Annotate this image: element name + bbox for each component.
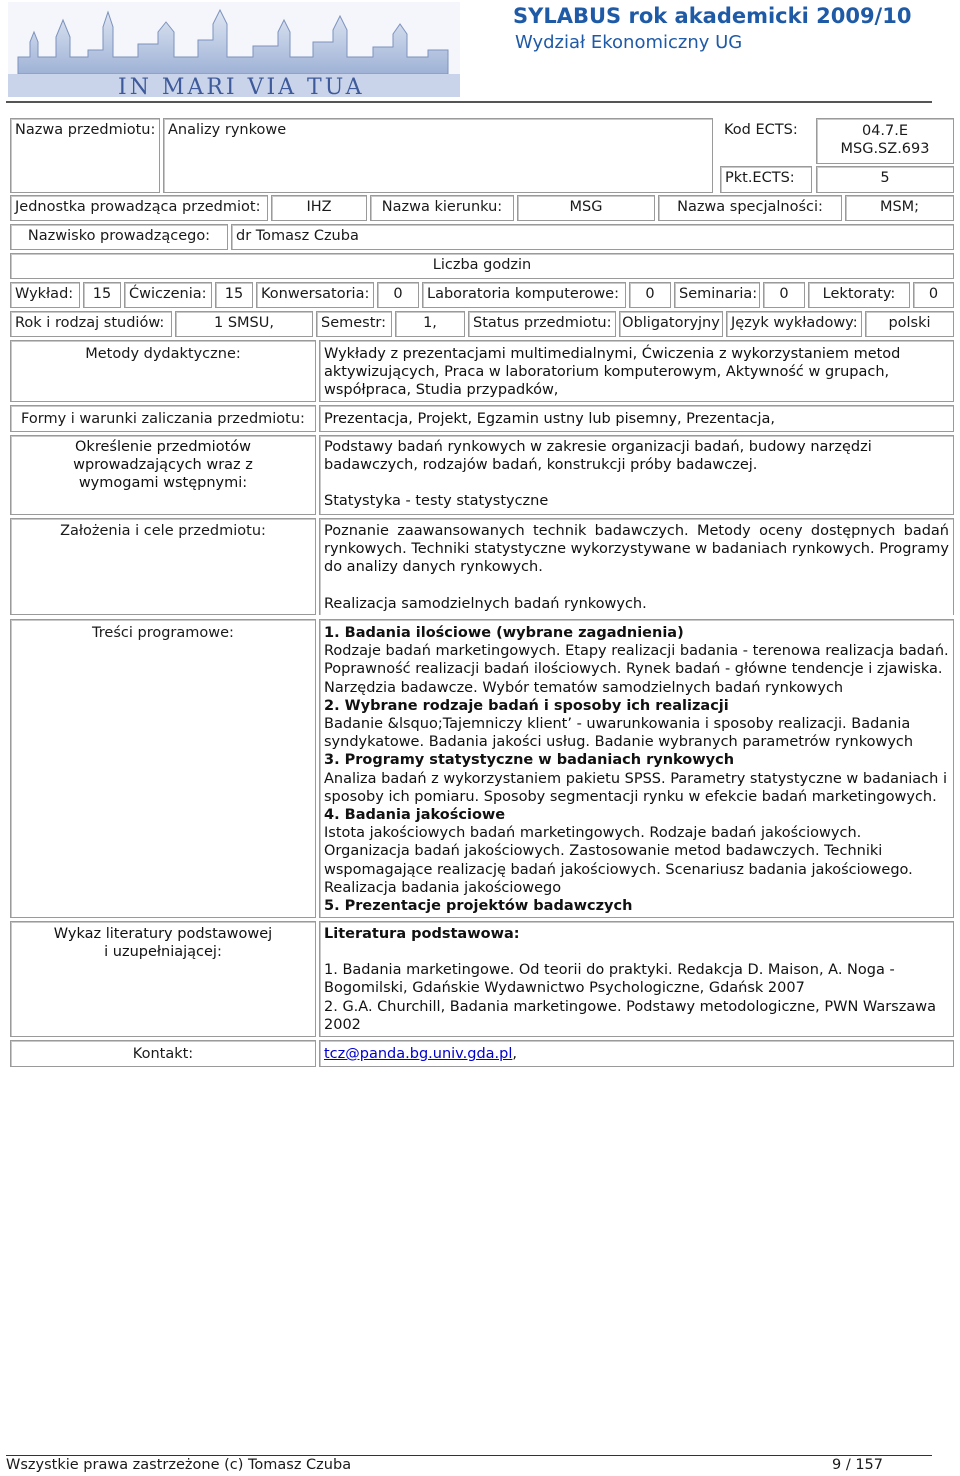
contents-text-2: Badanie &lsquo;Tajemniczy klient’ - uwarunkowania i sposoby realizacji. Badania syndykatowe. Badania jakości usług. Badanie wybranych parametrów rynkowych xyxy=(324,716,914,751)
specialty-value: MSM; xyxy=(845,195,954,221)
literature-item-2: 2. G.A. Churchill, Badania marketingowe. Podstawy metodologiczne, PWN Warszawa 2002 xyxy=(324,998,936,1033)
direction-label: Nazwa kierunku: xyxy=(370,195,514,221)
ects-code-value xyxy=(816,118,954,164)
assessment-text: Prezentacja, Projekt, Egzamin ustny lub pisemny, Prezentacja, xyxy=(319,405,954,432)
gdansk-skyline-icon xyxy=(8,2,460,97)
direction-value: MSG xyxy=(517,195,655,221)
literature-item-1: 1. Badania marketingowe. Od teorii do praktyki. Redakcja D. Maison, A. Noga - Bogomilski, Gdańskie Wydawnictwo Psychologiczne, Gdańsk 2007 xyxy=(324,962,895,997)
contents-heading-4: 4. Badania jakościowe xyxy=(324,807,506,824)
status-value: Obligatoryjny xyxy=(619,311,723,337)
footer-page-number: 9 / 157 xyxy=(832,1457,884,1473)
language-label: Język wykładowy: xyxy=(726,311,862,337)
footer-copyright: Wszystkie prawa zastrzeżone (c) Tomasz Czuba xyxy=(6,1457,352,1473)
footer-divider xyxy=(6,1455,932,1456)
unit-label: Jednostka prowadząca przedmiot: xyxy=(10,195,268,221)
ects-code-line1: 04.7.E xyxy=(861,123,909,139)
prerequisites-label: Określenie przedmiotów wprowadzających wraz z wymogami wstępnymi: xyxy=(10,435,316,515)
header-divider xyxy=(6,101,932,103)
logo xyxy=(8,2,460,97)
lectorate-value: 0 xyxy=(913,282,954,308)
seminar-value: 0 xyxy=(763,282,805,308)
contents-label: Treści programowe: xyxy=(10,619,316,918)
language-value: polski xyxy=(865,311,954,337)
prerequisites-text2: Statystyka - testy statystyczne xyxy=(324,493,549,510)
semester-label: Semestr: xyxy=(316,311,392,337)
goals-box xyxy=(319,518,954,615)
goals-text2: Realizacja samodzielnych badań rynkowych. xyxy=(324,595,647,612)
ects-points-label: Pkt.ECTS: xyxy=(720,166,812,193)
faculty-name: Wydział Ekonomiczny UG xyxy=(515,32,743,53)
contact-email-link[interactable]: tcz@panda.bg.univ.gda.pl xyxy=(324,1046,513,1062)
conversation-value: 0 xyxy=(377,282,419,308)
contents-heading-1: 1. Badania ilościowe (wybrane zagadnienia) xyxy=(324,625,684,641)
goals-label: Założenia i cele przedmiotu: xyxy=(10,518,316,615)
contents-heading-3: 3. Programy statystyczne w badaniach rynkowych xyxy=(324,752,735,769)
prerequisites-text1: Podstawy badań rynkowych w zakresie organizacji badań, budowy narzędzi badawczych, rodzajów badań, konstrukcji próby badawczej. xyxy=(324,439,872,474)
methods-label: Metody dydaktyczne: xyxy=(10,340,316,402)
lecturer-label: Nazwisko prowadzącego: xyxy=(10,224,228,250)
ects-points-value: 5 xyxy=(816,166,954,193)
lab-label: Laboratoria komputerowe: xyxy=(422,282,626,308)
lecturer-value: dr Tomasz Czuba xyxy=(231,224,954,250)
literature-box xyxy=(319,921,954,1037)
logo-motto: IN MARI VIA TUA xyxy=(118,75,365,97)
lectorate-label: Lektoraty: xyxy=(808,282,910,308)
status-label: Status przedmiotu: xyxy=(468,311,616,337)
hours-title: Liczba godzin xyxy=(10,253,954,279)
unit-value: IHZ xyxy=(271,195,367,221)
page-title: SYLABUS rok akademicki 2009/10 xyxy=(513,4,912,28)
contents-heading-2: 2. Wybrane rodzaje badań i sposoby ich realizacji xyxy=(324,697,729,714)
assessment-label: Formy i warunki zaliczania przedmiotu: xyxy=(10,405,316,432)
contents-text-4: Istota jakościowych badań marketingowych. Rodzaje badań jakościowych. Organizacja badań jakościowych. Zastosowanie metod badawczych. Techniki wspomagające realizację badań jakościowych. Scenariusz badania jakościowego. Realizacja badania jakościowego xyxy=(324,825,913,896)
contact-suffix: , xyxy=(512,1046,517,1062)
contact-label: Kontakt: xyxy=(10,1040,316,1067)
contents-box xyxy=(319,619,954,918)
lab-value: 0 xyxy=(629,282,671,308)
contents-text-3: Analiza badań z wykorzystaniem pakietu SPSS. Parametry statystyczne w badaniach i sposoby ich pomiaru. Sposoby segmentacji rynku w efekcie badań marketingowych. xyxy=(324,770,947,805)
ects-code-line2: MSG.SZ.693 xyxy=(840,141,930,157)
methods-text: Wykłady z prezentacjami multimedialnymi, Ćwiczenia z wykorzystaniem metod aktywizujących, Praca w laboratorium komputerowym, Aktywność w grupach, współpraca, Studia przypadków, xyxy=(319,340,954,402)
seminar-label: Seminaria: xyxy=(674,282,760,308)
lecture-value: 15 xyxy=(83,282,121,308)
literature-heading: Literatura podstawowa: xyxy=(324,926,520,942)
subject-label: Nazwa przedmiotu: xyxy=(10,118,160,193)
year-label: Rok i rodzaj studiów: xyxy=(10,311,172,337)
year-value: 1 SMSU, xyxy=(175,311,313,337)
lecture-label: Wykład: xyxy=(10,282,80,308)
ects-code-label: Kod ECTS: xyxy=(724,122,798,138)
conversation-label: Konwersatoria: xyxy=(256,282,374,308)
specialty-label: Nazwa specjalności: xyxy=(658,195,842,221)
contents-heading-5: 5. Prezentacje projektów badawczych xyxy=(324,898,633,915)
prerequisites-box xyxy=(319,435,954,515)
semester-value: 1, xyxy=(395,311,465,337)
goals-text1: Poznanie zaawansowanych technik badawczych. Metody oceny dostępnych badań rynkowych. Techniki statystyczne wykorzystywane w badaniach rynkowych. Programy do analizy danych rynkowych. xyxy=(324,523,949,576)
contents-text-1: Rodzaje badań marketingowych. Etapy realizacji badania - terenowa realizacja badań. Poprawność realizacji badań ilościowych. Rynek badań - główne tendencje i zjawiska. Narzędzia badawcze. Wybór tematów samodzielnych badań rynkowych xyxy=(324,643,949,696)
exercises-label: Ćwiczenia: xyxy=(124,282,212,308)
subject-value: Analizy rynkowe xyxy=(163,118,713,193)
exercises-value: 15 xyxy=(215,282,253,308)
literature-label: Wykaz literatury podstawowej i uzupełniającej: xyxy=(10,921,316,1037)
contact-box xyxy=(319,1040,954,1067)
